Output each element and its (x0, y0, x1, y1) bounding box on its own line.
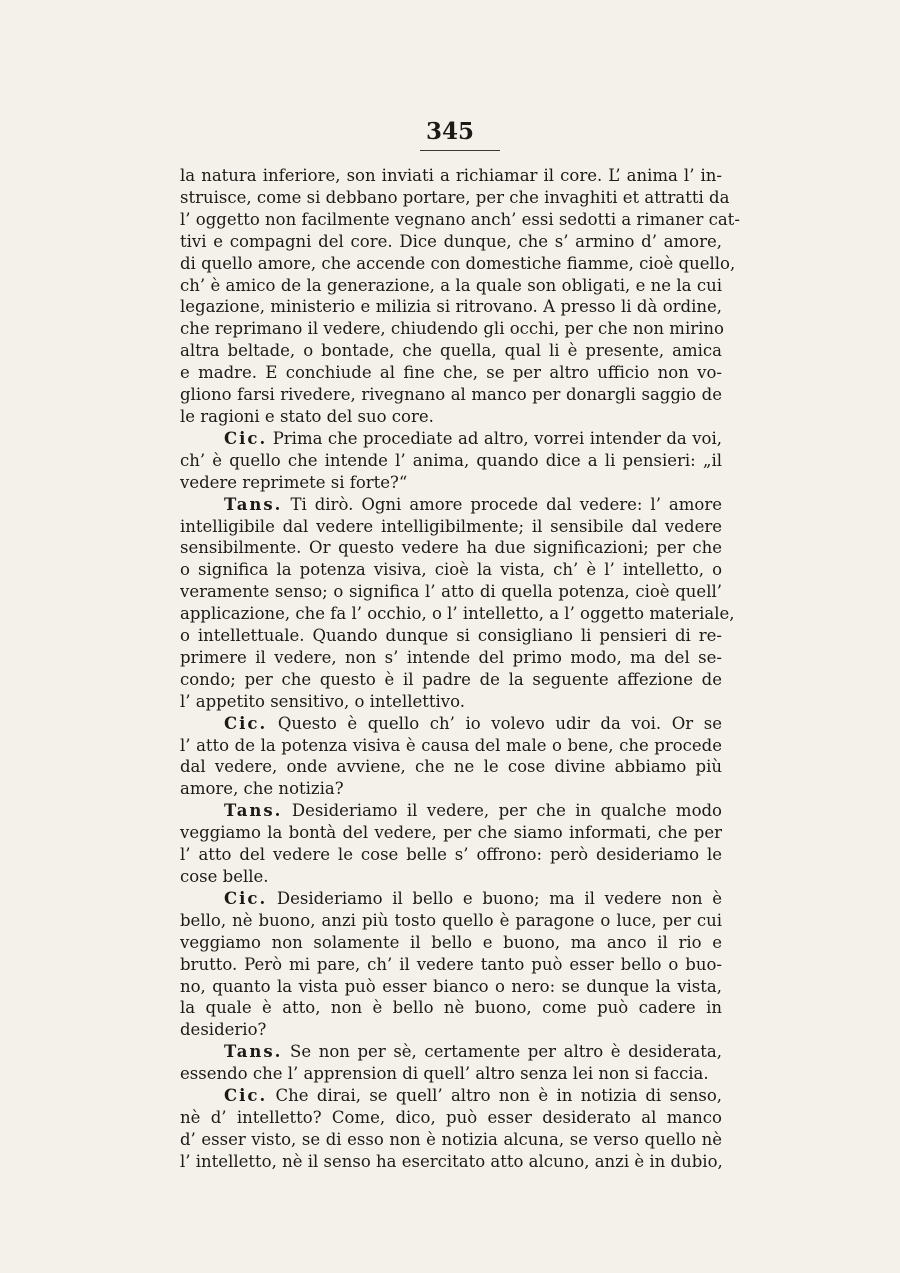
line-text: ch’ è quello che intende l’ anima, quando dice a li pensieri: „il (180, 450, 722, 470)
text-line (180, 735, 722, 757)
text-line (180, 450, 722, 472)
line-text: veramente senso; o significa l’ atto di quella potenza, cioè quell’ (180, 582, 722, 602)
line-text: brutto. Però mi pare, ch’ il vedere tanto può esser bello o buo- (180, 954, 722, 974)
text-line (180, 756, 722, 778)
line-text: l’ intelletto, nè il senso ha esercitato atto alcuno, anzi è in dubio, (180, 1151, 723, 1171)
speaker-label: Tans. (224, 1042, 283, 1062)
text-line (180, 537, 722, 559)
line-text: cose belle. (180, 867, 269, 886)
line-text: struisce, come si debbano portare, per che invaghiti et attratti da (180, 187, 730, 207)
line-text: l’ atto del vedere le cose belle s’ offrono: però desideriamo le (180, 845, 722, 865)
text-line (180, 691, 722, 713)
line-text: d’ esser visto, se di esso non è notizia alcuna, se verso quello nè (180, 1129, 722, 1149)
text-line (180, 954, 722, 976)
line-text: Desideriamo il vedere, per che in qualche modo (291, 801, 722, 821)
text-line (180, 669, 722, 691)
speaker-line (180, 494, 722, 516)
body-text (180, 165, 740, 1173)
header-rule (420, 150, 500, 151)
line-text: veggiamo la bontà del vedere, per che siamo informati, che per (180, 823, 722, 843)
line-text: e madre. E conchiude al fine che, se per altro ufficio non vo- (180, 363, 722, 383)
text-line (180, 384, 722, 406)
text-line (180, 406, 722, 428)
line-text: o significa la potenza visiva, cioè la vista, ch’ è l’ intelletto, o (180, 560, 722, 580)
line-text: la natura inferiore, son inviati a richiamar il core. L’ anima l’ in- (180, 166, 722, 185)
text-line (180, 866, 722, 888)
text-line (180, 603, 735, 625)
page-number: 345 (425, 118, 474, 145)
line-text: applicazione, che fa l’ occhio, o l’ intelletto, a l’ oggetto materiale, (180, 604, 735, 624)
line-text: gliono farsi rivedere, rivegnano al manco per donargli saggio de (180, 385, 722, 405)
line-text: altra beltade, o bontade, che quella, qual li è presente, amica (180, 341, 722, 361)
line-text: dal vedere, onde avviene, che ne le cose divine abbiamo più (180, 757, 722, 777)
line-text: sensibilmente. Or questo vedere ha due significazioni; per che (180, 538, 722, 558)
text-line (180, 231, 722, 253)
text-line (180, 910, 722, 932)
line-text: Questo è quello ch’ io volevo udir da voi. Or se (277, 713, 722, 733)
speaker-line (180, 713, 722, 735)
speaker-label: Tans. (224, 494, 283, 514)
line-text: primere il vedere, non s’ intende del primo modo, ma del se- (180, 647, 722, 667)
line-text: Ti dirò. Ogni amore procede dal vedere: l’ amore (290, 494, 723, 514)
text-line (180, 822, 722, 844)
line-text: l’ appetito sensitivo, o intellettivo. (180, 691, 466, 711)
line-text: Desideriamo il bello e buono; ma il vedere non è (276, 888, 722, 908)
text-line (180, 559, 722, 581)
line-text: legazione, ministerio e milizia si ritrovano. A presso li dà ordine, (180, 297, 722, 317)
line-text: Prima che procediate ad altro, vorrei intender da voi, (272, 428, 722, 448)
text-line (180, 362, 722, 384)
line-text: veggiamo non solamente il bello e buono, ma anco il rio e (180, 932, 722, 952)
line-text: tivi e compagni del core. Dice dunque, che s’ armino d’ amore, (180, 231, 722, 251)
line-text: no, quanto la vista può esser bianco o nero: se dunque la vista, (180, 976, 722, 996)
text-line (180, 318, 722, 340)
line-text: bello, nè buono, anzi più tosto quello è paragone o luce, per cui (180, 910, 722, 930)
text-line (180, 296, 722, 318)
speaker-label: Tans. (224, 801, 283, 821)
speaker-line (180, 1041, 722, 1063)
text-line (180, 581, 722, 603)
speaker-line (180, 888, 722, 910)
text-line (180, 275, 722, 297)
text-line (180, 625, 722, 647)
text-line (180, 1107, 722, 1129)
line-text: intelligibile dal vedere intelligibilmente; il sensibile dal vedere (180, 516, 722, 536)
line-text: essendo che l’ apprension di quell’ altro senza lei non si faccia. (180, 1064, 709, 1084)
line-text: la quale è atto, non è bello nè buono, come può cadere in (180, 998, 722, 1018)
text-line (180, 516, 722, 538)
line-text: condo; per che questo è il padre de la seguente affezione de (180, 669, 722, 689)
text-line (180, 1019, 722, 1041)
speaker-line (180, 800, 722, 822)
text-line (180, 1063, 722, 1085)
text-line (180, 472, 722, 494)
line-text: l’ atto de la potenza visiva è causa del male o bene, che procede (180, 735, 722, 755)
speaker-label: Cic. (224, 888, 268, 908)
line-text: o intellettuale. Quando dunque si consigliano li pensieri di re- (180, 626, 722, 646)
line-text: amore, che notizia? (180, 779, 344, 799)
speaker-line (180, 428, 722, 450)
text-line (180, 997, 722, 1019)
text-line (180, 647, 722, 669)
text-line (180, 165, 722, 187)
line-text: Che dirai, se quell’ altro non è in notizia di senso, (275, 1086, 723, 1106)
text-line (180, 976, 722, 998)
text-line (180, 778, 722, 800)
text-line (180, 209, 740, 231)
line-text: che reprimano il vedere, chiudendo gli occhi, per che non mirino (180, 319, 724, 339)
speaker-line (180, 1085, 722, 1107)
line-text: ch’ è amico de la generazione, a la quale son obligati, e ne la cui (180, 275, 722, 295)
text-line (180, 1129, 722, 1151)
line-text: le ragioni e stato del suo core. (180, 406, 434, 426)
text-line (180, 1151, 722, 1173)
line-text: Se non per sè, certamente per altro è desiderata, (290, 1042, 722, 1062)
text-line (180, 844, 722, 866)
line-text: nè d’ intelletto? Come, dico, può esser desiderato al manco (180, 1107, 722, 1127)
line-text: desiderio? (180, 1020, 267, 1040)
line-text: di quello amore, che accende con domestiche fiamme, cioè quello, (180, 253, 736, 273)
speaker-label: Cic. (224, 713, 268, 733)
text-line (180, 932, 722, 954)
text-line (180, 187, 730, 209)
line-text: vedere reprimete si forte?“ (180, 472, 408, 492)
text-line (180, 253, 736, 275)
speaker-label: Cic. (224, 1086, 268, 1106)
text-line (180, 340, 722, 362)
line-text: l’ oggetto non facilmente vegnano anch’ essi sedotti a rimaner cat- (180, 209, 740, 229)
speaker-label: Cic. (224, 428, 268, 448)
